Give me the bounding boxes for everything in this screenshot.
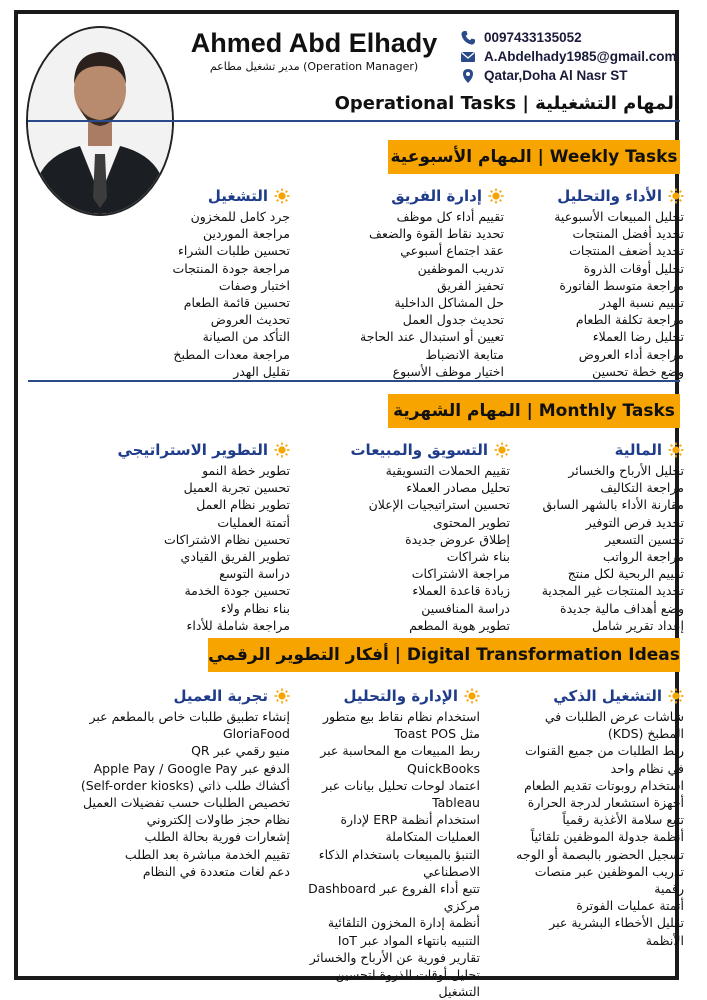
list-item: تسجيل الحضور بالبصمة أو الوجه — [516, 846, 684, 862]
digital-col-management — [300, 684, 480, 1000]
list-item: تحليل أوقات الذروة — [583, 260, 684, 276]
list-item: أكشاك طلب ذاتي (Self-order kiosks) — [80, 777, 290, 793]
list-item: تحليل المبيعات الأسبوعية — [554, 209, 684, 224]
column-title: تجربة العميل — [173, 687, 268, 705]
weekly-col-operations-header — [140, 184, 290, 208]
weekly-tasks-banner: المهام الأسبوعية | Weekly Tasks — [388, 140, 680, 174]
phone-text: 0097433135052 — [484, 30, 582, 45]
weekly-col-team-header — [322, 184, 504, 208]
list-item: منيو رقمي عبر QR — [191, 743, 290, 759]
list-item: تطوير هوية المطعم — [409, 617, 510, 633]
list-item: تحليل أوقات الذروة لتحسين التشغيل — [335, 967, 480, 1000]
list-item: التنبؤ بالمبيعات باستخدام الذكاء الاصطناعي — [318, 846, 480, 879]
list-item: تتبع سلامة الأغذية رقمياً — [562, 812, 684, 828]
sun-bullet-icon — [494, 442, 510, 458]
monthly-col-strategy-header — [117, 438, 290, 462]
list-item: مقارنة الأداء بالشهر السابق — [542, 497, 684, 513]
list-item: مراجعة شاملة للأداء — [186, 617, 290, 633]
column-title: الإدارة والتحليل — [343, 687, 458, 705]
list-item: التنبيه بانتهاء المواد عبر IoT — [337, 932, 480, 948]
contact-phone[interactable] — [460, 28, 685, 47]
list-item: تحفيز الفريق — [437, 277, 504, 293]
list-item: استخدام نظام نقاط بيع متطور مثل Toast POS — [322, 709, 480, 742]
column-title: التسويق والمبيعات — [350, 441, 488, 459]
list-item: استخدام أنظمة ERP لإدارة العمليات المتكاملة — [340, 812, 480, 845]
contact-email[interactable] — [460, 47, 685, 66]
digital-col-smart-ops — [512, 684, 684, 949]
sun-bullet-icon — [464, 688, 480, 704]
list-item: دعم لغات متعددة في النظام — [142, 863, 290, 879]
list-item: مراجعة معدات المطبخ — [173, 346, 290, 362]
weekly-col-team — [322, 184, 504, 380]
list-item: تحليل مصادر العملاء — [406, 480, 510, 496]
sun-bullet-icon — [668, 688, 684, 704]
contact-list — [460, 28, 685, 85]
weekly-col-performance — [512, 184, 684, 380]
title-divider — [28, 120, 680, 122]
email-text: A.Abdelhady1985@gmail.com — [484, 49, 677, 64]
list-item: مراجعة التكاليف — [600, 480, 684, 496]
list-item: التأكد من الصيانة — [202, 329, 290, 345]
list-item: بناء شراكات — [446, 549, 510, 565]
sun-bullet-icon — [668, 442, 684, 458]
list-item: أتمتة عمليات الفوترة — [576, 898, 684, 914]
list-item: اختيار موظف الأسبوع — [392, 363, 504, 379]
digital-col-customer-header — [28, 684, 290, 708]
list-item: أتمتة العمليات — [217, 514, 290, 530]
list-item: دراسة المنافسين — [421, 600, 510, 616]
list-item: تحديد أفضل المنتجات — [572, 226, 684, 242]
weekly-col-performance-header — [512, 184, 684, 208]
list-item: إطلاق عروض جديدة — [405, 531, 510, 547]
digital-col-smart-ops-header — [512, 684, 684, 708]
list-item: مراجعة أداء العروض — [578, 346, 684, 362]
list-item: تحسين التسعير — [605, 531, 684, 547]
list-item: استخدام روبوتات تقديم الطعام — [524, 777, 684, 793]
column-title: التشغيل الذكي — [553, 687, 662, 705]
list-item: تدريب الموظفين عبر منصات رقمية — [534, 863, 684, 897]
person-name: Ahmed Abd Elhady — [190, 28, 438, 58]
contact-location — [460, 66, 685, 85]
list-item: حل المشاكل الداخلية — [394, 295, 504, 311]
sun-bullet-icon — [488, 188, 504, 204]
digital-ideas-banner: أفكار التطوير الرقمي | Digital Transformation Ideas — [208, 638, 680, 672]
list-item: تحديد المنتجات غير المجدية — [541, 583, 684, 599]
monthly-col-finance-header — [500, 438, 684, 462]
list-item: تحديد نقاط القوة والضعف — [369, 226, 504, 242]
column-title: الأداء والتحليل — [557, 187, 662, 205]
list-item: أجهزة استشعار لدرجة الحرارة — [527, 795, 684, 811]
list-item: إنشاء تطبيق طلبات خاص بالمطعم عبر GloriaFood — [89, 709, 290, 742]
location-text: Qatar,Doha Al Nasr ST — [484, 68, 628, 83]
list-item: تقييم نسبة الهدر — [599, 295, 684, 311]
list-item: تحليل رضا العملاء — [592, 329, 684, 345]
list-item: اعتماد لوحات تحليل بيانات عبر Tableau — [322, 777, 480, 811]
list-item: تحسين طلبات الشراء — [177, 243, 290, 259]
list-item: مراجعة جودة المنتجات — [172, 260, 290, 276]
list-item: أنظمة إدارة المخزون التلقائية — [327, 915, 480, 931]
list-item: تطوير نظام العمل — [196, 497, 290, 513]
list-item: اختبار وصفات — [218, 277, 290, 293]
sun-bullet-icon — [274, 188, 290, 204]
list-item: ربط الطلبات من جميع القنوات في نظام واحد — [525, 743, 684, 776]
list-item: تحديد فرص التوفير — [585, 514, 684, 530]
list-item: نظام حجز طاولات إلكتروني — [146, 812, 290, 828]
list-item: دراسة التوسع — [219, 566, 290, 582]
list-item: تتبع أداء الفروع عبر Dashboard مركزي — [308, 881, 480, 914]
person-role: مدير تشغيل مطاعم (Operation Manager) — [209, 60, 419, 73]
email-icon — [460, 49, 476, 65]
monthly-col-finance — [500, 438, 684, 634]
column-title: إدارة الفريق — [391, 187, 482, 205]
operational-tasks-title: المهام التشغيلية | Operational Tasks — [334, 93, 680, 114]
column-title: التشغيل — [207, 187, 268, 205]
list-item: تطوير المحتوى — [432, 514, 510, 530]
list-item: تحسين استراتيجيات الإعلان — [368, 497, 510, 513]
list-item: بناء نظام ولاء — [220, 600, 290, 616]
list-item: مراجعة الاشتراكات — [411, 566, 510, 582]
list-item: تحسين نظام الاشتراكات — [164, 531, 290, 547]
list-item: وضع أهداف مالية جديدة — [560, 600, 684, 616]
list-item: تحسين قائمة الطعام — [183, 295, 290, 311]
list-item: تدريب الموظفين — [417, 260, 504, 276]
list-item: تعيين أو استبدال عند الحاجة — [360, 329, 504, 345]
list-item: تحسين تجربة العميل — [183, 480, 290, 496]
column-title: التطوير الاستراتيجي — [117, 441, 268, 459]
list-item: تقليل الهدر — [233, 363, 290, 379]
list-item: تقييم الخدمة مباشرة بعد الطلب — [124, 846, 290, 862]
list-item: مراجعة متوسط الفاتورة — [559, 277, 684, 293]
digital-col-management-header — [300, 684, 480, 708]
list-item: عقد اجتماع أسبوعي — [400, 243, 504, 259]
list-item: زيادة قاعدة العملاء — [412, 583, 510, 599]
list-item: تخصيص الطلبات حسب تفضيلات العميل — [83, 795, 290, 811]
list-item: تقييم أداء كل موظف — [396, 209, 504, 224]
list-item: تطوير خطة النمو — [202, 463, 290, 478]
list-item: تحديث العروض — [210, 312, 290, 328]
monthly-col-strategy — [117, 438, 290, 634]
list-item: أنظمة جدولة الموظفين تلقائياً — [530, 829, 684, 845]
monthly-col-marketing — [320, 438, 510, 634]
sun-bullet-icon — [274, 442, 290, 458]
list-item: مراجعة الموردين — [202, 226, 290, 242]
list-item: وضع خطة تحسين — [592, 363, 684, 379]
list-item: إشعارات فورية بحالة الطلب — [144, 829, 290, 845]
list-item: شاشات عرض الطلبات في المطبخ (KDS) — [544, 709, 684, 742]
weekly-col-operations — [140, 184, 290, 380]
sun-bullet-icon — [668, 188, 684, 204]
list-item: تقليل الأخطاء البشرية عبر الأنظمة — [549, 915, 684, 948]
phone-icon — [460, 30, 476, 46]
list-item: تحديد أضعف المنتجات — [569, 243, 684, 259]
weekly-divider — [28, 380, 680, 382]
list-item: تطوير الفريق القيادي — [180, 549, 290, 565]
monthly-tasks-banner: المهام الشهرية | Monthly Tasks — [388, 394, 680, 428]
digital-col-customer — [28, 684, 290, 880]
list-item: تحسين جودة الخدمة — [184, 583, 290, 599]
monthly-col-marketing-header — [320, 438, 510, 462]
list-item: تقييم الحملات التسويقية — [385, 463, 510, 478]
sun-bullet-icon — [274, 688, 290, 704]
list-item: متابعة الانضباط — [425, 346, 504, 362]
list-item: تقييم الربحية لكل منتج — [567, 566, 684, 582]
column-title: المالية — [614, 441, 662, 459]
list-item: تحليل الأرباح والخسائر — [568, 463, 684, 478]
list-item: تقارير فورية عن الأرباح والخسائر — [309, 949, 480, 965]
list-item: الدفع عبر Apple Pay / Google Pay — [93, 760, 290, 776]
list-item: مراجعة تكلفة الطعام — [575, 312, 684, 328]
list-item: تحديث جدول العمل — [402, 312, 504, 328]
list-item: جرد كامل للمخزون — [190, 209, 290, 224]
list-item: إعداد تقرير شامل — [592, 617, 684, 633]
location-icon — [460, 68, 476, 84]
list-item: ربط المبيعات مع المحاسبة عبر QuickBooks — [320, 743, 480, 776]
list-item: مراجعة الرواتب — [603, 549, 684, 565]
